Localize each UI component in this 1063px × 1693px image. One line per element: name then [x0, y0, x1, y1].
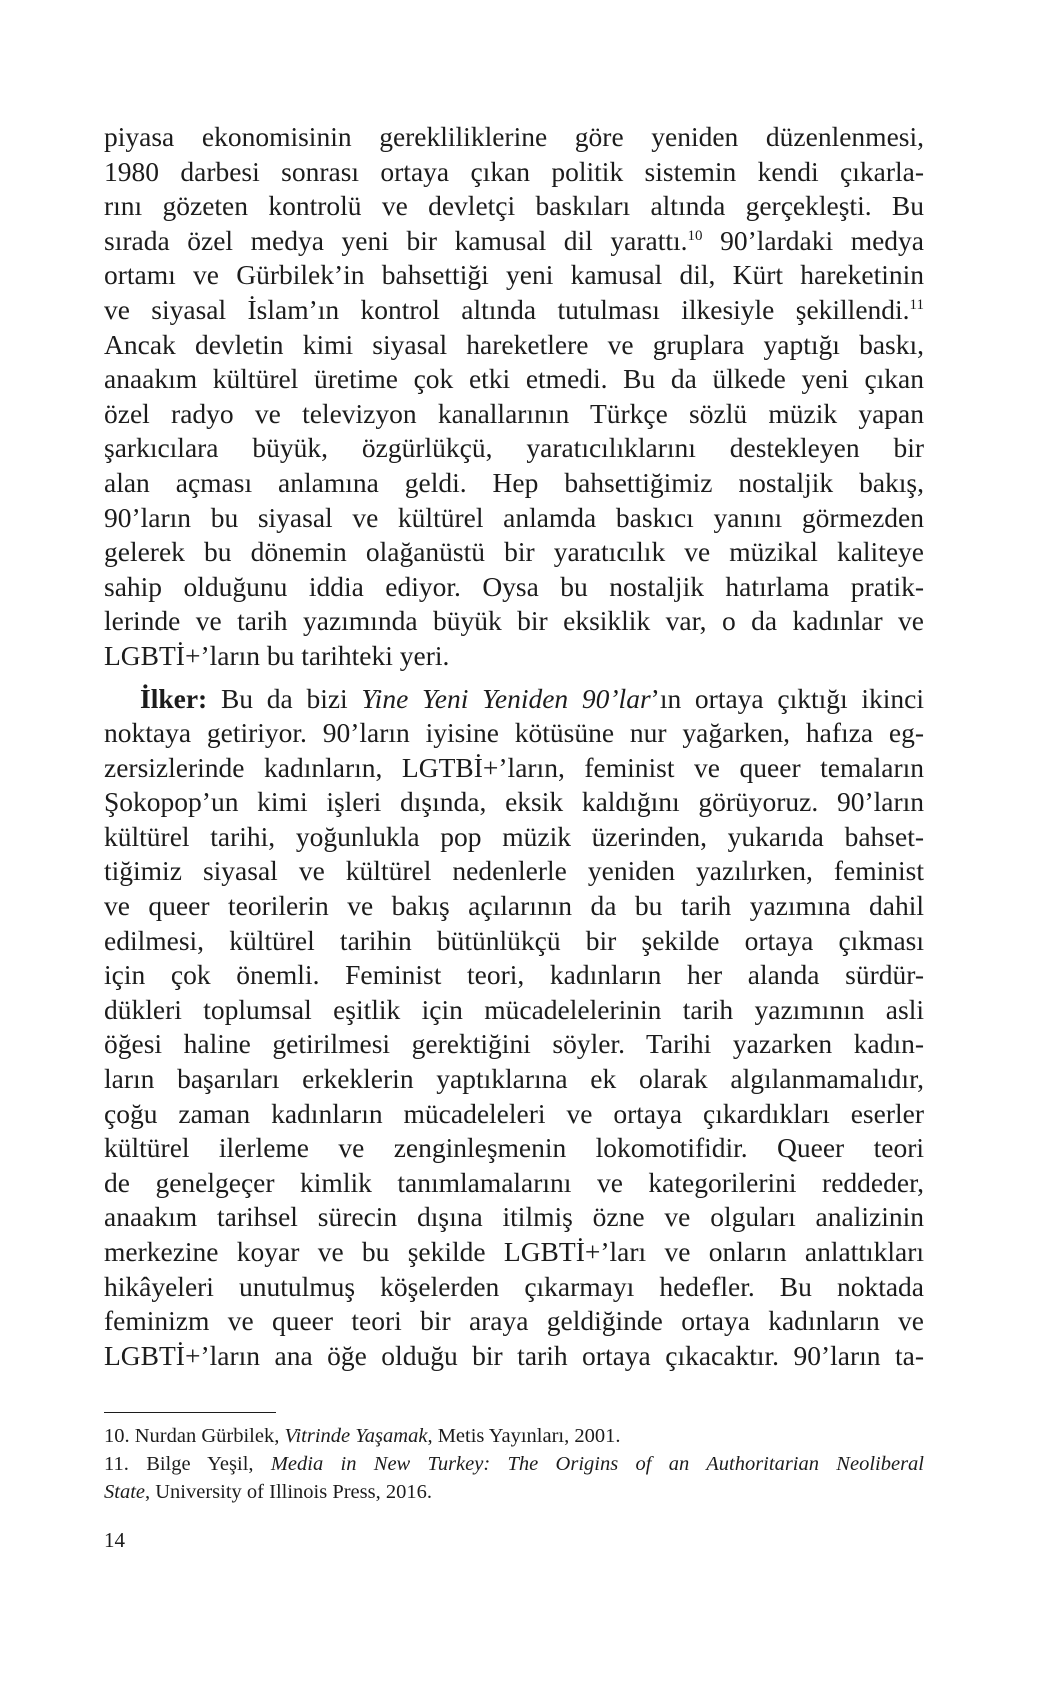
- text-line: özel radyo ve televizyon kanallarının Türkçe sözlü müzik yapan: [104, 397, 924, 429]
- text-segment: ’ın ortaya çıktığı ikinci: [650, 682, 924, 714]
- text-line: kültürel ilerleme ve zenginleşmenin lokomotifidir. Queer teori: [104, 1132, 924, 1164]
- text-line: ortamı ve Gürbilek’in bahsettiği yeni kamusal dil, Kürt hareketinin: [104, 259, 924, 291]
- footnote-line: [104, 1450, 924, 1478]
- text-segment: ve siyasal İslam’ın kontrol altında tutulması ilkesiyle şekillendi.: [104, 293, 910, 325]
- text-line: anaakım kültürel üretime çok etki etmedi. Bu da ülkede yeni çıkan: [104, 363, 924, 395]
- text-line: piyasa ekonomisinin gerekliliklerine göre yeniden düzenlenmesi,: [104, 121, 924, 152]
- text-line: de genelgeçer kimlik tanımlamalarını ve kategorilerini reddeder,: [104, 1166, 924, 1198]
- page-body: [104, 120, 924, 1373]
- text-line: [104, 682, 924, 717]
- text-line: rını gözeten kontrolü ve devletçi baskıları altında gerçekleşti. Bu: [104, 190, 924, 222]
- text-line: hikâyeleri unutulmuş köşelerden çıkarmayı hedefler. Bu noktada: [104, 1270, 924, 1302]
- text-line: gelerek bu dönemin olağanüstü bir yaratıcılık ve müzikal kaliteye: [104, 536, 924, 568]
- footnote-number: 11.: [104, 1453, 129, 1475]
- footnote-publisher: , Metis Yayınları, 2001.: [427, 1425, 621, 1447]
- footnote-title: Vitrinde Yaşamak: [284, 1425, 428, 1447]
- text-line: merkezine koyar ve bu şekilde LGBTİ+’ları ve onların anlattıkları: [104, 1236, 924, 1267]
- text-line: noktaya getiriyor. 90’ların iyisine kötüsüne nur yağarken, hafıza eg-: [104, 717, 924, 749]
- text-line: için çok önemli. Feminist teori, kadınların her alanda sürdür-: [104, 959, 924, 991]
- text-line: şarkıcılara büyük, özgürlükçü, yaratıcılıklarını destekleyen bir: [104, 432, 924, 464]
- text-segment: Bu da bizi: [207, 682, 362, 714]
- text-line: öğesi haline getirilmesi gerektiğini söyler. Tarihi yazarken kadın-: [104, 1028, 924, 1060]
- footnotes: [104, 1422, 924, 1506]
- text-line: tiğimiz siyasal ve kültürel nedenlerle yeniden yazılırken, feminist: [104, 855, 924, 887]
- text-line: feminizm ve queer teori bir araya geldiğinde ortaya kadınların ve: [104, 1305, 924, 1337]
- text-line: lerinde ve tarih yazımında büyük bir eksiklik var, o da kadınlar ve: [104, 605, 924, 637]
- footnote-line: [104, 1422, 924, 1450]
- text-line: çoğu zaman kadınların mücadeleleri ve ortaya çıkardıkları eserler: [104, 1097, 924, 1129]
- text-line: LGBTİ+’ların ana öğe olduğu bir tarih ortaya çıkacaktır. 90’ların ta-: [104, 1339, 924, 1371]
- footnote-ref-11[interactable]: 11: [909, 296, 924, 313]
- footnote-title-continued: State: [104, 1481, 145, 1503]
- text-segment: sırada özel medya yeni bir kamusal dil yarattı.: [104, 224, 688, 256]
- text-line: dükleri toplumsal eşitlik için mücadelelerinin tarih yazımının asli: [104, 993, 924, 1025]
- footnote-number: 10.: [104, 1425, 130, 1447]
- text-line: [104, 293, 924, 328]
- text-line: edilmesi, kültürel tarihin bütünlükçü bir şekilde ortaya çıkması: [104, 924, 924, 956]
- text-line: alan açması anlamına geldi. Hep bahsettiğimiz nostaljik bakış,: [104, 466, 924, 498]
- text-line: Şokopop’un kimi işleri dışında, eksik kaldığını görüyoruz. 90’ların: [104, 786, 924, 818]
- text-line: Ancak devletin kimi siyasal hareketlere ve gruplara yaptığı baskı,: [104, 328, 924, 360]
- text-line: anaakım tarihsel sürecin dışına itilmiş özne ve olguları analizinin: [104, 1201, 924, 1233]
- footnote-separator: [104, 1412, 276, 1413]
- text-line: ve queer teorilerin ve bakış açılarının da bu tarih yazımına dahil: [104, 890, 924, 922]
- text-line: [104, 224, 924, 259]
- footnote-publisher: , University of Illinois Press, 2016.: [145, 1481, 432, 1503]
- footnote-line: [104, 1478, 924, 1506]
- footnote-title: Media in New Turkey: The Origins of an Authoritarian Neoliberal: [270, 1453, 924, 1475]
- text-line: sahip olduğunu iddia ediyor. Oysa bu nostaljik hatırlama pratik-: [104, 570, 924, 602]
- album-title: Yine Yeni Yeniden 90’lar: [361, 682, 651, 714]
- speaker-name: İlker:: [140, 682, 208, 714]
- footnote-11: [104, 1450, 924, 1506]
- page-number: 14: [104, 1528, 125, 1552]
- text-line: zersizlerinde kadınların, LGTBİ+’ların, feminist ve queer temaların: [104, 751, 924, 783]
- footnote-author: Bilge Yeşil,: [128, 1453, 271, 1475]
- footnote-author: Nurdan Gürbilek,: [129, 1425, 285, 1447]
- text-line: kültürel tarihi, yoğunlukla pop müzik üzerinden, yukarıda bahset-: [104, 820, 924, 852]
- text-segment: 90’lardaki medya: [720, 224, 925, 256]
- text-line: LGBTİ+’ların bu tarihteki yeri.: [104, 639, 450, 671]
- body-paragraph-2: [104, 682, 924, 1374]
- text-line: 1980 darbesi sonrası ortaya çıkan politik sistemin kendi çıkarla-: [104, 155, 924, 187]
- footnote-ref-10[interactable]: 10: [687, 227, 703, 244]
- text-line: ların başarıları erkeklerin yaptıklarına ek olarak algılanmamalıdır,: [104, 1063, 924, 1095]
- text-line: 90’ların bu siyasal ve kültürel anlamda baskıcı yanını görmezden: [104, 501, 924, 533]
- footnote-10: [104, 1422, 924, 1450]
- body-paragraph-1: [104, 120, 924, 674]
